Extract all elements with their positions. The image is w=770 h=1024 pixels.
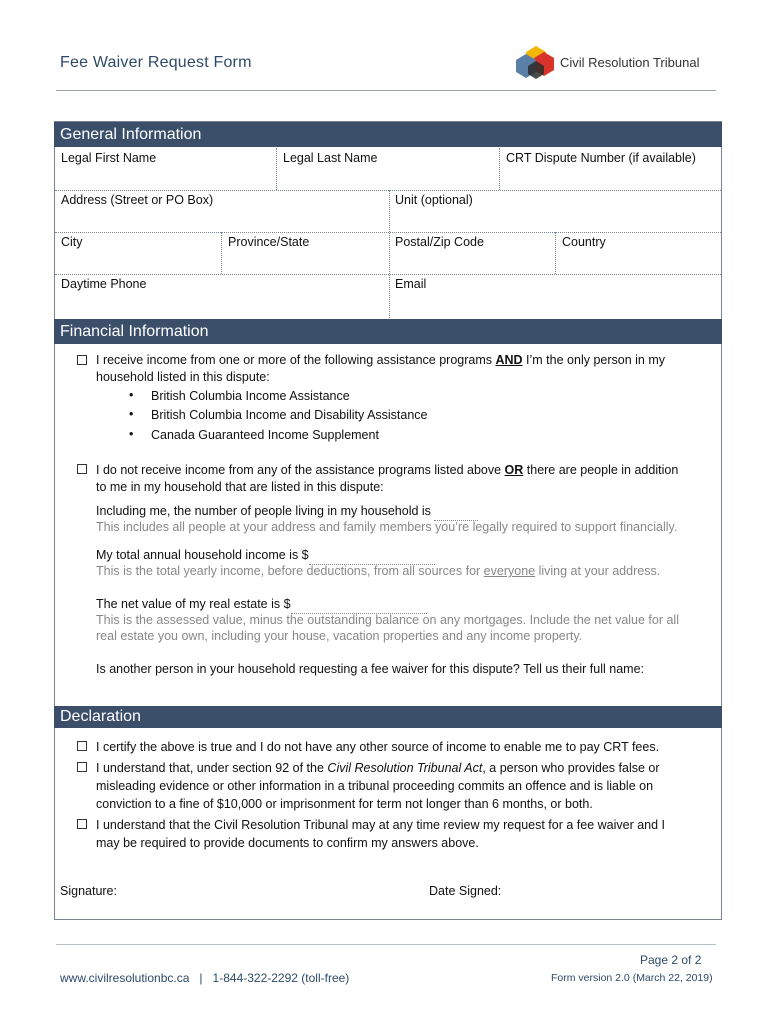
declaration-item-2: I understand that, under section 92 of the Civil Resolution Tribunal Act, a person who provides false or bbox=[96, 761, 660, 775]
postal-code-label: Postal/Zip Code bbox=[395, 235, 484, 249]
no-assistance-checkbox[interactable] bbox=[77, 464, 87, 474]
household-income-help: This is the total yearly income, before deductions, from all sources for everyone living at your address. bbox=[96, 564, 661, 578]
footer-contact bbox=[60, 971, 349, 985]
daytime-phone-label: Daytime Phone bbox=[61, 277, 147, 291]
form-version: Form version 2.0 (March 22, 2019) bbox=[551, 972, 713, 984]
section-general-heading: General Information bbox=[54, 122, 722, 147]
country-label: Country bbox=[562, 235, 606, 249]
section-financial-heading: Financial Information bbox=[54, 319, 722, 344]
grid-line bbox=[499, 148, 500, 190]
option-2-line-2: to me in my household that are listed in this dispute: bbox=[96, 480, 384, 494]
date-signed-label: Date Signed: bbox=[429, 884, 502, 898]
grid-line bbox=[55, 232, 721, 233]
household-income-label: My total annual household income is $ bbox=[96, 546, 435, 565]
grid-line bbox=[276, 148, 277, 190]
real-estate-help-1: This is the assessed value, minus the outstanding balance on any mortgages. Include the net value for all bbox=[96, 613, 679, 627]
logo-text: Civil Resolution Tribunal bbox=[560, 55, 700, 70]
address-label: Address (Street or PO Box) bbox=[61, 193, 214, 207]
province-field[interactable] bbox=[222, 232, 389, 274]
option-1-text: I receive income from one or more of the following assistance programs AND I’m the only person in my bbox=[96, 353, 665, 367]
understand-act-checkbox[interactable] bbox=[77, 762, 87, 772]
form-title: Fee Waiver Request Form bbox=[60, 54, 252, 71]
page-number: Page 2 of 2 bbox=[640, 953, 702, 967]
real-estate-label: The net value of my real estate is $ bbox=[96, 595, 427, 614]
dispute-number-field[interactable] bbox=[500, 148, 721, 190]
declaration-item-2-line-3: conviction to a fine of $10,000 or imprisonment for term not longer than 6 months, or both. bbox=[96, 797, 593, 811]
legal-last-name-field[interactable] bbox=[277, 148, 499, 190]
signature-field[interactable] bbox=[130, 878, 410, 904]
province-label: Province/State bbox=[228, 235, 310, 249]
bullet-icon: • bbox=[129, 407, 134, 421]
address-field[interactable] bbox=[55, 190, 389, 232]
phone-number: 1-844-322-2292 (toll-free) bbox=[212, 971, 350, 985]
footer-separator: | bbox=[199, 971, 203, 985]
declaration-item-1: I certify the above is true and I do not have any other source of income to enable me to pay CRT fees. bbox=[96, 740, 660, 754]
declaration-item-3-line-2: may be required to provide documents to confirm my answers above. bbox=[96, 836, 479, 850]
country-field[interactable] bbox=[556, 232, 721, 274]
other-person-question: Is another person in your household requesting a fee waiver for this dispute? Tell us their full name: bbox=[96, 662, 645, 676]
city-field[interactable] bbox=[55, 232, 221, 274]
certify-checkbox[interactable] bbox=[77, 741, 87, 751]
legal-first-name-label: Legal First Name bbox=[61, 151, 157, 165]
other-person-input[interactable] bbox=[96, 680, 706, 702]
daytime-phone-field[interactable] bbox=[55, 274, 389, 318]
option-1-line-2: household listed in this dispute: bbox=[96, 370, 270, 384]
postal-code-field[interactable] bbox=[389, 232, 555, 274]
grid-line bbox=[55, 274, 721, 275]
grid-line bbox=[221, 232, 222, 274]
program-item: British Columbia Income and Disability Assistance bbox=[151, 408, 428, 422]
city-label: City bbox=[61, 235, 83, 249]
footer-divider bbox=[56, 944, 716, 945]
program-item: British Columbia Income Assistance bbox=[151, 389, 350, 403]
header-divider bbox=[56, 90, 716, 91]
grid-line bbox=[389, 190, 390, 318]
website-link[interactable]: www.civilresolutionbc.ca bbox=[60, 971, 190, 985]
real-estate-help-2: real estate you own, including your house, vacation properties and any income property. bbox=[96, 629, 583, 643]
program-item: Canada Guaranteed Income Supplement bbox=[151, 428, 379, 442]
declaration-item-3: I understand that the Civil Resolution Tribunal may at any time review my request for a fee waiver and I bbox=[96, 818, 666, 832]
grid-line bbox=[55, 190, 721, 191]
bullet-icon: • bbox=[129, 388, 134, 402]
grid-line bbox=[555, 232, 556, 274]
signature-label: Signature: bbox=[60, 884, 117, 898]
unit-field[interactable] bbox=[389, 190, 721, 232]
email-label: Email bbox=[395, 277, 427, 291]
assistance-programs-checkbox[interactable] bbox=[77, 355, 87, 365]
email-field[interactable] bbox=[389, 274, 721, 318]
unit-label: Unit (optional) bbox=[395, 193, 473, 207]
legal-first-name-field[interactable] bbox=[55, 148, 275, 190]
household-people-help: This includes all people at your address and family members you’re legally required to support financially. bbox=[96, 520, 678, 534]
bullet-icon: • bbox=[129, 427, 134, 441]
review-checkbox[interactable] bbox=[77, 819, 87, 829]
date-signed-field[interactable] bbox=[510, 878, 710, 904]
legal-last-name-label: Legal Last Name bbox=[283, 151, 378, 165]
section-declaration-heading: Declaration bbox=[54, 706, 722, 728]
household-people-label: Including me, the number of people living in my household is bbox=[96, 502, 478, 521]
dispute-number-label: CRT Dispute Number (if available) bbox=[506, 151, 696, 165]
declaration-item-2-line-2: misleading evidence or other information in a tribunal proceeding commits an offence and is liable on bbox=[96, 779, 654, 793]
option-2-text: I do not receive income from any of the assistance programs listed above OR there are people in addition bbox=[96, 463, 679, 477]
